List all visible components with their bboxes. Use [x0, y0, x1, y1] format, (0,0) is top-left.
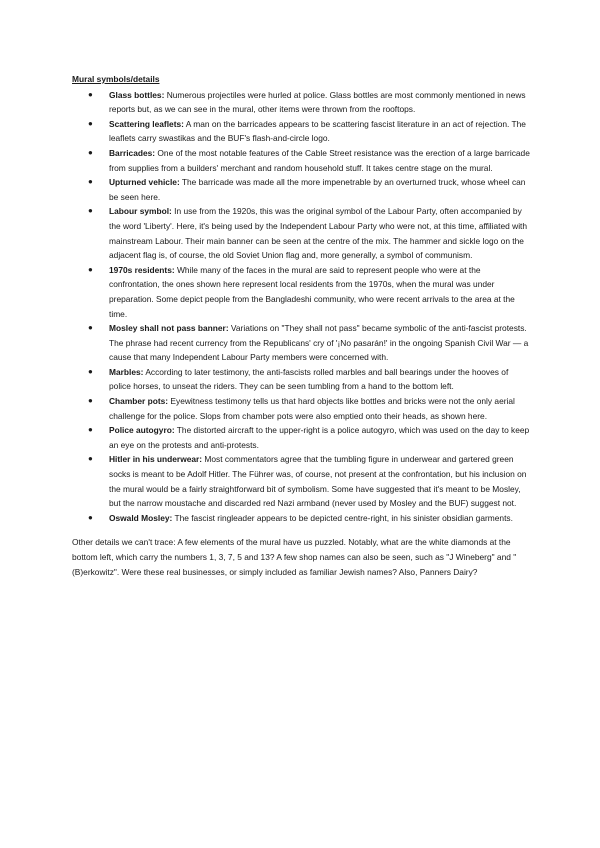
symbol-list: [72, 88, 532, 526]
list-item: [72, 452, 532, 510]
item-term: Glass bottles:: [109, 89, 165, 100]
list-item: [72, 146, 532, 175]
list-item: [72, 263, 532, 321]
item-text: The fascist ringleader appears to be depicted centre-right, in his sinister obsidian garments.: [172, 512, 513, 523]
section-heading: Mural symbols/details: [72, 74, 160, 84]
item-text: While many of the faces in the mural are said to represent people who were at the confrontation, the ones shown here represent local residents from the 1970s, when the mural was under preparation. Some depict people from the Bangladeshi community, who were recent arrivals to the area at the time.: [109, 264, 515, 319]
list-item: [72, 321, 532, 365]
item-text: Numerous projectiles were hurled at police. Glass bottles are most commonly mentioned in news reports but, as we can see in the mural, other items were thrown from the rooftops.: [109, 89, 526, 115]
bullet-icon: ●: [88, 454, 93, 464]
bullet-icon: ●: [88, 366, 93, 376]
item-term: Hitler in his underwear:: [109, 454, 203, 465]
bullet-icon: ●: [88, 264, 93, 274]
item-text: One of the most notable features of the Cable Street resistance was the erection of a large barricade from supplies from a builders' merchant and random household stuff. It takes centre stage on the mural.: [109, 147, 530, 173]
item-term: Police autogyro:: [109, 425, 175, 436]
bullet-icon: ●: [88, 425, 93, 435]
item-term: 1970s residents:: [109, 264, 175, 275]
item-text: According to later testimony, the anti-fascists rolled marbles and ball bearings under the hooves of police horses, to unseat the riders. They can be seen tumbling from a hand to the bottom left.: [109, 366, 509, 392]
item-term: Scattering leaflets:: [109, 118, 184, 129]
bullet-icon: ●: [88, 396, 93, 406]
list-item: [72, 365, 532, 394]
bullet-icon: ●: [88, 323, 93, 333]
list-item: [72, 394, 532, 423]
document-body: [72, 72, 532, 588]
item-text: Most commentators agree that the tumbling figure in underwear and gartered green socks is meant to be Adolf Hitler. The Führer was, of course, not present at the confrontation, but his inclusion on the mural would be a fairly straightforward bit of symbolism. Some have suggested that it's meant to be Mosley, but the narrow moustache and discarded red Nazi armband (never used by Mosley and the BUF) suggest not.: [109, 454, 527, 509]
list-item: [72, 117, 532, 146]
item-text: Eyewitness testimony tells us that hard objects like bottles and bricks were not the only aerial challenge for the police. Slops from chamber pots were also emptied onto their heads, as shown here.: [109, 396, 515, 421]
item-text: The distorted aircraft to the upper-right is a police autogyro, which was used on the day to keep an eye on the protests and anti-protests.: [109, 425, 530, 450]
item-text: Variations on "They shall not pass" became symbolic of the anti-fascist protests. The phrase had recent currency from the Republicans' cry of '¡No pasarán!' in the ongoing Spanish Civil War — a cause that many Independent Labour Party members were concerned with.: [109, 323, 529, 363]
item-text: The barricade was made all the more impenetrable by an overturned truck, whose wheel can be seen here.: [109, 177, 526, 202]
bullet-icon: ●: [88, 177, 93, 187]
list-item: [72, 423, 532, 452]
item-term: Marbles:: [109, 366, 144, 377]
list-item: [72, 88, 532, 117]
bullet-icon: ●: [88, 512, 93, 522]
list-item: [72, 175, 532, 204]
item-term: Upturned vehicle:: [109, 177, 180, 188]
bullet-icon: ●: [88, 206, 93, 216]
bullet-icon: ●: [88, 147, 93, 157]
list-item: [72, 511, 532, 526]
bullet-icon: ●: [88, 89, 93, 99]
item-term: Chamber pots:: [109, 396, 169, 407]
item-term: Oswald Mosley:: [109, 512, 173, 523]
list-item: [72, 204, 532, 262]
item-term: Labour symbol:: [109, 206, 172, 217]
item-text: A man on the barricades appears to be scattering fascist literature in an act of rejection. The leaflets carry swastikas and the BUF's flash-and-circle logo.: [109, 118, 526, 144]
item-text: In use from the 1920s, this was the original symbol of the Labour Party, often accompanied by the word 'Liberty'. Here, it's being used by the Independent Labour Party who were not, at this time, affiliated with mainstream Labour. Their main banner can be seen at the centre of the mix. The hammer and sickle logo on the adjacent flag is, of course, the old Soviet Union flag and, more generally, a symbol of communism.: [109, 206, 528, 261]
item-term: Barricades:: [109, 147, 156, 158]
other-details-paragraph: Other details we can't trace: A few elements of the mural have us puzzled. Notably, what are the white diamonds at the bottom left, which carry the numbers 1, 3, 7, 5 and 13? A few shop names can also be seen, such as "J Wineberg" and "(B)erkowitz". Were these real businesses, or simply included as familiar Jewish names? Also, Panners Dairy?: [72, 537, 517, 577]
item-term: Mosley shall not pass banner:: [109, 323, 229, 334]
bullet-icon: ●: [88, 118, 93, 128]
